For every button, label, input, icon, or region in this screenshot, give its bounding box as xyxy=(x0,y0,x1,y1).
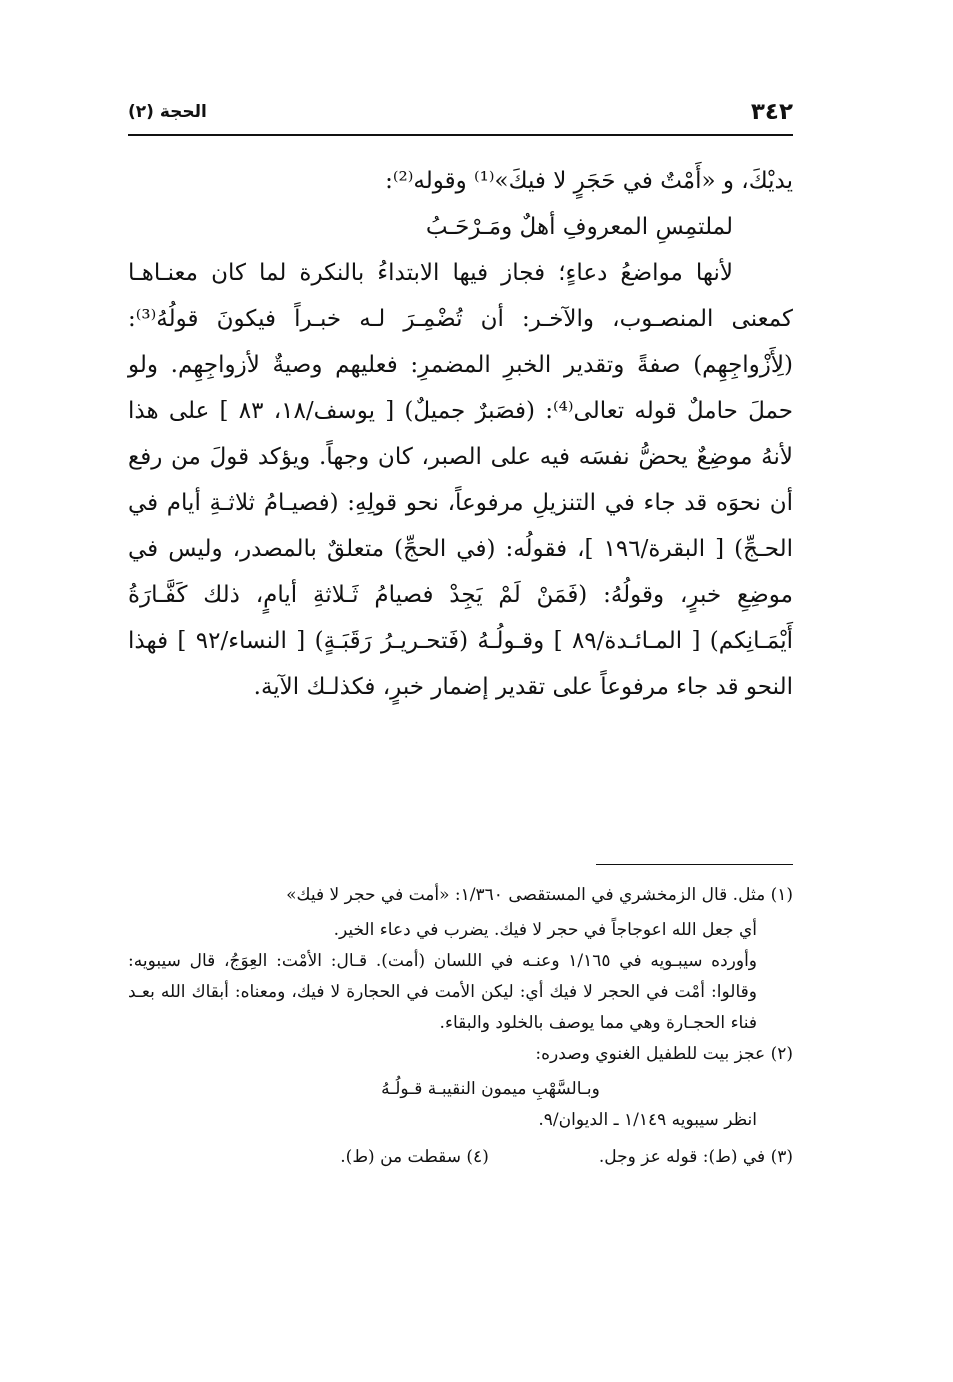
opening-line: يديْكَ، و «أَمْتٌ في حَجَرٍ لا فيكَ»⁽¹⁾ وقوله⁽²⁾: xyxy=(385,168,793,194)
footnote-4: (٤) سقطت من (ط). xyxy=(340,1147,489,1167)
footnotes xyxy=(128,880,793,1173)
footnote-2-verse: وبـالسَّهْبِ ميمون النقيبـة قـولُـهُ xyxy=(381,1079,600,1099)
main-text xyxy=(128,158,793,710)
footnote-1-line-1: (١) مثل. قال الزمخشري في المستقصى ١/٣٦٠: «أمت في حجر لا فيك» xyxy=(286,885,793,905)
page-header xyxy=(128,94,793,130)
footnote-2: (٢) عجز بيت للطفيل الغنوي وصدره: xyxy=(535,1044,793,1064)
running-title: الحجة (٢) xyxy=(128,102,207,122)
footnote-separator xyxy=(596,864,793,865)
footnote-3: (٣) في (ط): قوله عز وجل. xyxy=(598,1147,793,1167)
footnote-2-source: انظر سيبويه ١/١٤٩ ـ الديوان/٩. xyxy=(538,1110,757,1130)
footnote-1-line-3: وأورده سيبـويه في ١/١٦٥ وعنـه في اللسان (أمت). قـال: الأمْت: العِوَجُ، قال سيبويه: وقالوا: أمْت في الحجر لا فيك أي: ليكن الأمت في الحجارة لا فيك، ومعناه: أبقاك الله بعـد فناء الحجـارة وهي مما يوصف بالخلود والبقاء. xyxy=(128,951,758,1033)
header-rule xyxy=(128,134,793,136)
page-number: ٣٤٢ xyxy=(750,99,793,125)
quoted-verse: لملتمِسِ المعروفِ أهلٌ ومَـرْحَـبُ xyxy=(425,214,733,240)
footnote-1-line-2: أي جعل الله اعوجاجاً في حجر لا فيك. يضرب في دعاء الخير. xyxy=(333,920,757,940)
footnote-3-4-row xyxy=(128,1142,793,1173)
main-paragraph: لأنها مواضعُ دعاءٍ؛ فجاز فيها الابتداءُ بالنكرة لما كان معنـاهـا كمعنى المنصـوب، والآخـر: أن تُضْمِـرَ لـه خبـراً فيكونَ قولُهُ⁽³⁾: (لِأَزْواجِهِم) صفةً وتقدير الخبرِ المضمرِ: فعليهم وصيةٌ لأزواجِهِم. ولو حملَ حاملٌ قوله تعالى⁽⁴⁾: (فصَبرٌ جميلٌ) [ يوسف/١٨، ٨٣ ] على هذا لأنهُ موضِعٌ يحضُّ نفسَه فيه على الصبر، كان وجهاً. ويؤكد قولَ من رفع أن نحوَه قد جاء في التنزيلِ مرفوعاً، نحو قولِهِ: (فصيـامُ ثلاثـةِ أيام في الحـجِّ) [ البقرة/١٩٦ ]، فقولُه: (في الحجِّ) متعلقٌ بالمصدر، وليس في موضِعِ خبرٍ، وقولُهُ: (فَمَنْ لَمْ يَجِدْ فصيامُ ثَـلاثةِ أيامٍ، ذلك كَفَّـارَةُ أَيْمَـانِكم) [ المـائـدة/٨٩ ] وقـولُـهُ (فَتحـريـرُ رَقَبَـةٍ) [ النساء/٩٢ ] فهذا النحو قد جاء مرفوعاً على تقدير إضمار خبرٍ، فكذلـك الآية. xyxy=(128,260,794,700)
